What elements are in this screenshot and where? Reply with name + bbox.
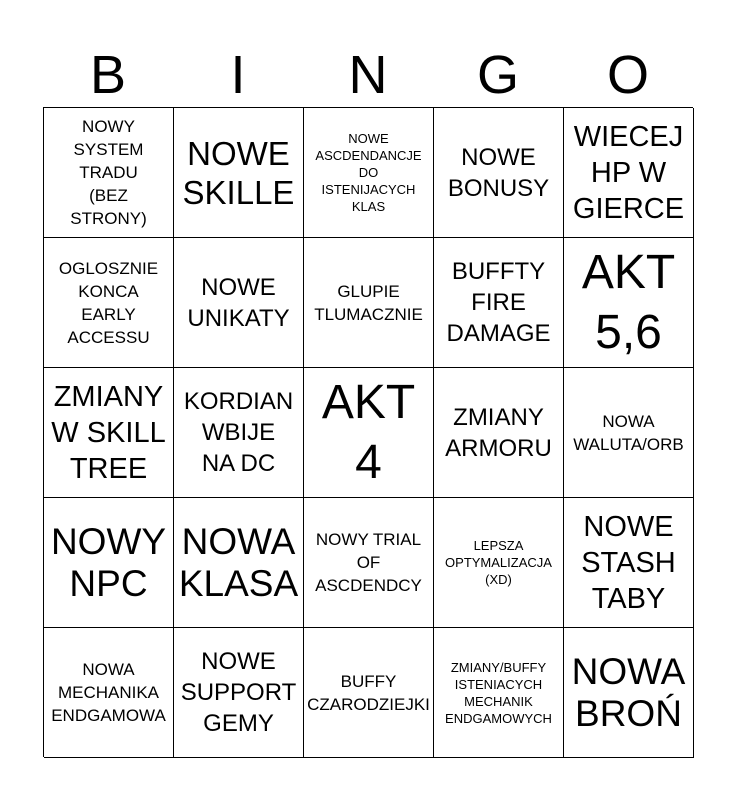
bingo-cell[interactable]: AKT 4 [304, 368, 434, 498]
bingo-cell[interactable]: KORDIAN WBIJE NA DC [174, 368, 304, 498]
bingo-cell[interactable]: NOWE UNIKATY [174, 238, 304, 368]
bingo-cell[interactable]: ZMIANY ARMORU [434, 368, 564, 498]
bingo-cell[interactable]: NOWA KLASA [174, 498, 304, 628]
bingo-cell[interactable]: NOWY SYSTEM TRADU (BEZ STRONY) [44, 108, 174, 238]
bingo-header [43, 44, 693, 106]
bingo-cell[interactable]: NOWE SUPPORT GEMY [174, 628, 304, 758]
bingo-cell[interactable]: AKT 5,6 [564, 238, 694, 368]
bingo-cell[interactable]: NOWY NPC [44, 498, 174, 628]
bingo-cell[interactable]: NOWE SKILLE [174, 108, 304, 238]
header-letter-n: N [348, 45, 388, 105]
bingo-cell[interactable]: GLUPIE TLUMACZNIE [304, 238, 434, 368]
bingo-cell[interactable]: NOWA WALUTA/ORB [564, 368, 694, 498]
bingo-cell[interactable]: WIECEJ HP W GIERCE [564, 108, 694, 238]
bingo-cell[interactable]: NOWY TRIAL OF ASCDENDCY [304, 498, 434, 628]
bingo-cell[interactable]: NOWA BROŃ [564, 628, 694, 758]
bingo-cell[interactable]: LEPSZA OPTYMALIZACJA (XD) [434, 498, 564, 628]
bingo-cell[interactable]: NOWE BONUSY [434, 108, 564, 238]
bingo-cell[interactable]: ZMIANY/BUFFY ISTENIACYCH MECHANIK ENDGAMOWYCH [434, 628, 564, 758]
bingo-cell[interactable]: OGLOSZNIE KONCA EARLY ACCESSU [44, 238, 174, 368]
header-letter-g: G [476, 45, 519, 105]
header-letter-i: I [230, 45, 246, 105]
bingo-grid [43, 107, 693, 757]
bingo-cell[interactable]: ZMIANY W SKILL TREE [44, 368, 174, 498]
bingo-cell[interactable]: BUFFY CZARODZIEJKI [304, 628, 434, 758]
bingo-cell[interactable]: NOWE ASCDENDANCJE DO ISTENIJACYCH KLAS [304, 108, 434, 238]
bingo-cell[interactable]: NOWA MECHANIKA ENDGAMOWA [44, 628, 174, 758]
header-letter-b: B [89, 45, 127, 105]
header-letter-o: O [606, 45, 649, 105]
bingo-cell[interactable]: NOWE STASH TABY [564, 498, 694, 628]
bingo-cell[interactable]: BUFFTY FIRE DAMAGE [434, 238, 564, 368]
